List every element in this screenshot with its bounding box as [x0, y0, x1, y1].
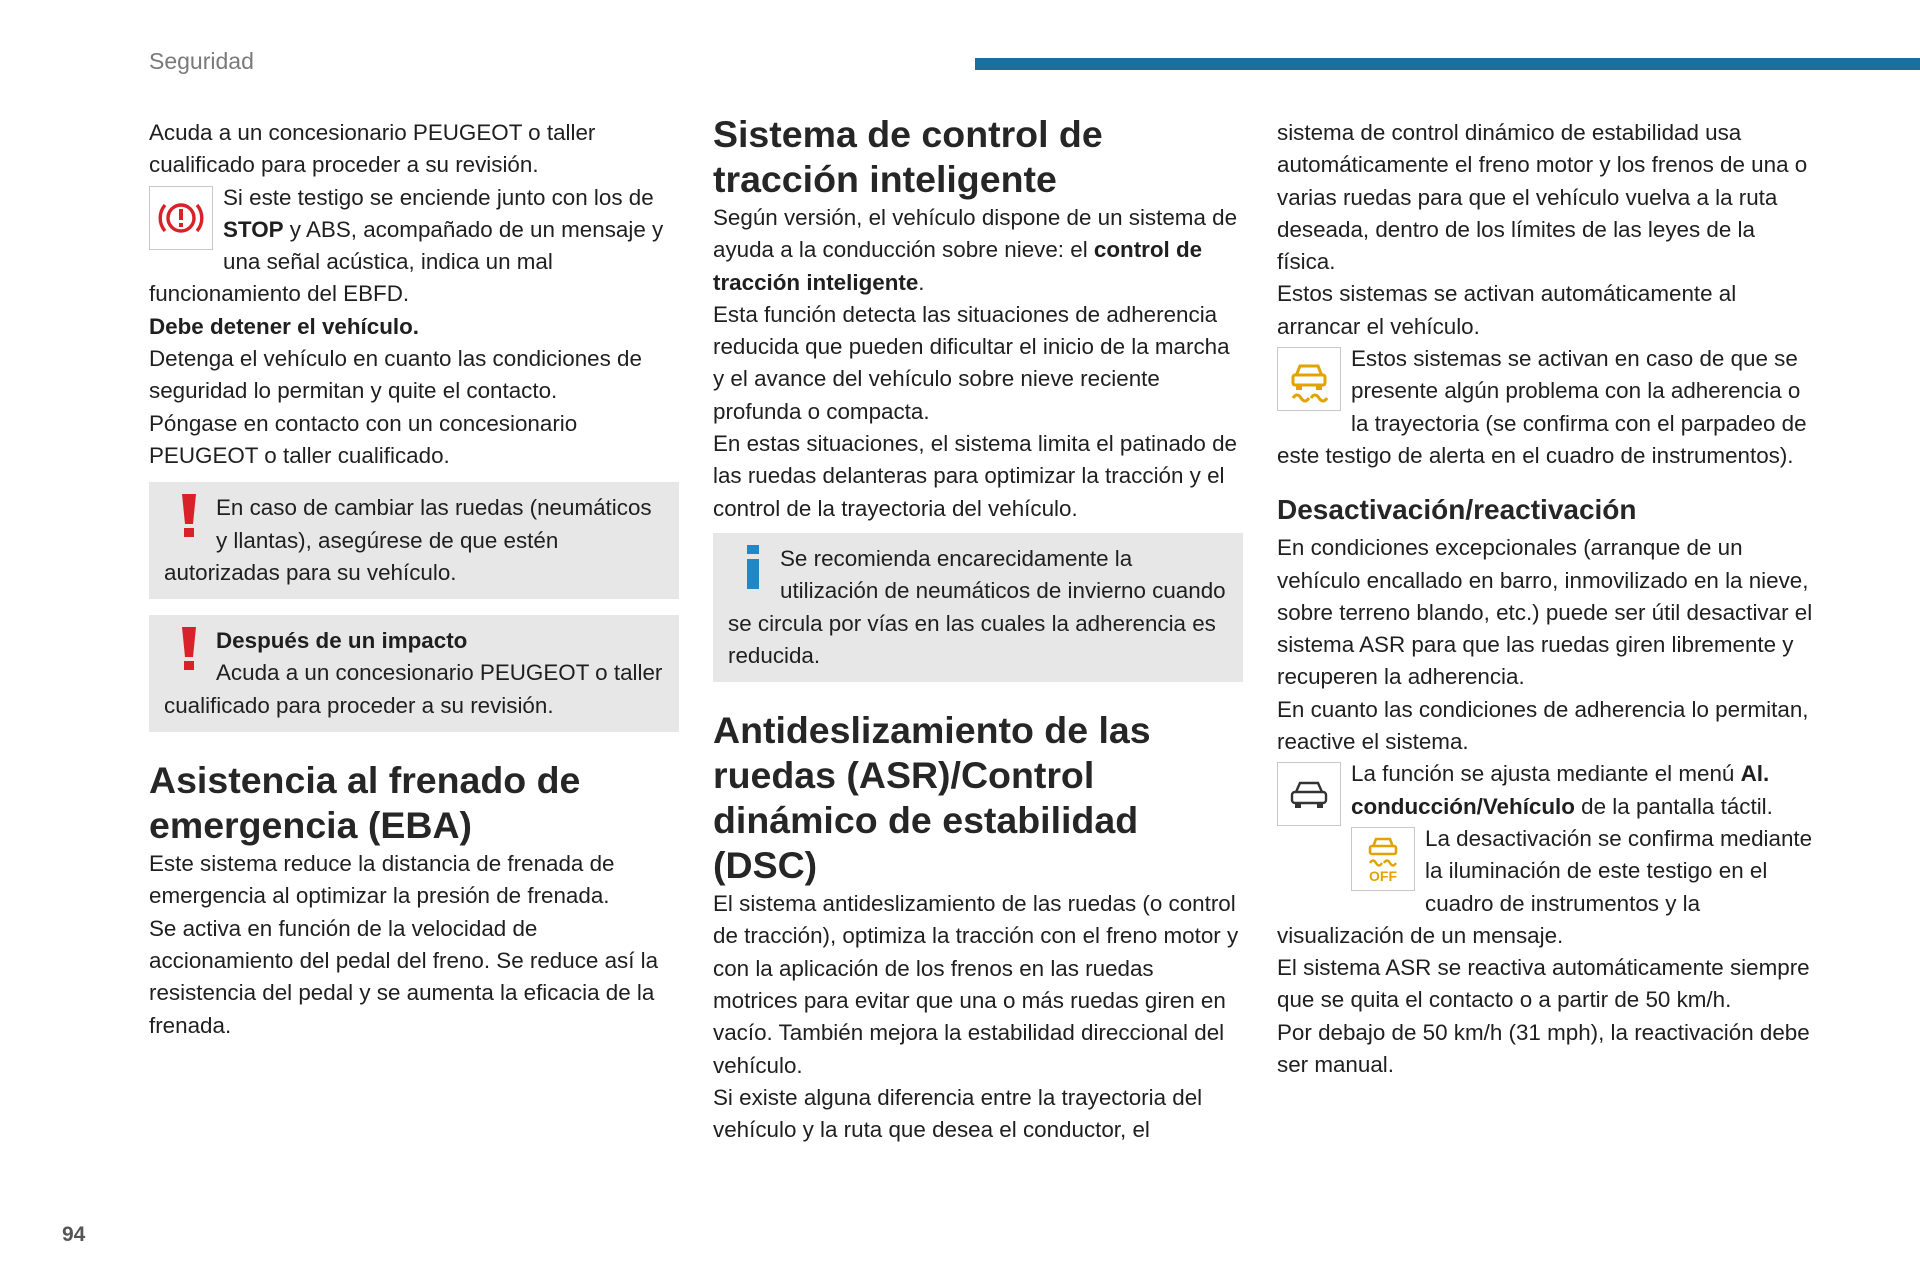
paragraph: Acuda a un concesionario PEUGEOT o taller cualificado para proceder a su revisión. — [149, 120, 596, 178]
paragraph: En condiciones excepcionales (arranque de un vehículo encallado en barro, inmovilizado en la nieve, sobre terreno blando, etc.) puede ser útil desactivar el sistema ASR para que las ruedas giren libremente y recuperen la adherencia. — [1277, 535, 1813, 690]
paragraph: Estos sistemas se activan automáticamente al arrancar el vehículo. — [1277, 281, 1737, 339]
exclamation-icon — [164, 625, 214, 689]
header-accent-bar — [975, 58, 1920, 70]
paragraph: Se activa en función de la velocidad de accionamiento del pedal del freno. Se reduce así la resistencia del pedal y se aumenta la eficacia de la frenada. — [149, 915, 659, 1038]
paragraph: Por debajo de 50 km/h (31 mph), la reactivación debe ser manual. — [1277, 1019, 1810, 1078]
paragraph: La desactivación se confirma mediante la iluminación de este testigo en el cuadro de instrumentos y la visualización de un mensaje. — [1277, 825, 1813, 948]
section-title-traction: Sistema de control de tracción inteligente — [713, 113, 1103, 200]
settings-menu-block — [1277, 758, 1817, 823]
paragraph: El sistema ASR se reactiva automáticamente siempre que se quita el contacto o a partir de 50 km/h. — [1277, 955, 1810, 1013]
paragraph: Póngase en contacto con un concesionario PEUGEOT o taller cualificado. — [149, 410, 578, 468]
paragraph-bold: Debe detener el vehículo. — [149, 313, 420, 339]
info-box — [713, 533, 1243, 682]
subsection-title: Desactivación/reactivación — [1277, 494, 1637, 526]
notice-text: Acuda a un concesionario PEUGEOT o taller cualificado para proceder a su revisión. — [164, 660, 663, 718]
notice-box — [149, 482, 679, 599]
traction-control-icon — [1277, 347, 1341, 411]
paragraph: Esta función detecta las situaciones de adherencia reducida que pueden dificultar el inicio de la marcha y el avance del vehículo sobre nieve reciente profunda o compacta. — [713, 301, 1230, 424]
paragraph: Este sistema reduce la distancia de frenada de emergencia al optimizar la presión de frenada. — [149, 851, 615, 909]
asr-warning-block — [1277, 343, 1817, 472]
vehicle-menu-icon — [1277, 762, 1341, 826]
brake-warning-icon — [149, 186, 213, 250]
ebfd-warning-block — [149, 182, 679, 311]
header-section-label: Seguridad — [149, 48, 254, 74]
paragraph: El sistema antideslizamiento de las ruedas (o control de tracción), optimiza la tracción con el freno motor y con la aplicación de los frenos en las ruedas motrices para evitar que una o más ruedas giren en vacío. También mejora la estabilidad direccional del vehículo. — [713, 891, 1239, 1078]
paragraph: En estas situaciones, el sistema limita el patinado de las ruedas delanteras para optimizar la tracción y el control de la trayectoria del vehículo. — [713, 431, 1237, 521]
section-title-asr: Antideslizamiento de las ruedas (ASR)/Control dinámico de estabilidad (DSC) — [713, 709, 1151, 887]
off-label: OFF — [1369, 867, 1397, 884]
info-text: Se recomienda encarecidamente la utilización de neumáticos de invierno cuando se circula por vías en las cuales la adherencia es reducida. — [728, 545, 1226, 668]
notice-text: En caso de cambiar las ruedas (neumáticos y llantas), asegúrese de que estén autorizadas para su vehículo. — [164, 495, 652, 585]
column-1 — [149, 117, 679, 1042]
notice-box — [149, 615, 679, 732]
column-2 — [713, 112, 1243, 1147]
paragraph: En cuanto las condiciones de adherencia lo permitan, reactive el sistema. — [1277, 696, 1809, 755]
section-title-eba: Asistencia al frenado de emergencia (EBA) — [149, 759, 581, 847]
paragraph: Detenga el vehículo en cuanto las condiciones de seguridad lo permitan y quite el contacto. — [149, 346, 642, 404]
info-icon — [728, 543, 778, 607]
page-number: 94 — [62, 1223, 86, 1246]
paragraph: Si existe alguna diferencia entre la trayectoria del vehículo y la ruta que desea el conductor, el — [713, 1084, 1203, 1143]
paragraph: Si este testigo se enciende junto con los de STOP y ABS, acompañado de un mensaje y una señal acústica, indica un mal funcionamiento del EBFD. — [149, 184, 664, 307]
paragraph: sistema de control dinámico de estabilidad usa automáticamente el freno motor y los frenos de una o varias ruedas para que el vehículo vuelva a la ruta deseada, dentro de los límites de las leyes de la física. — [1277, 120, 1808, 275]
exclamation-icon — [164, 492, 214, 556]
notice-title: Después de un impacto — [216, 628, 468, 654]
traction-control-off-icon — [1351, 827, 1415, 891]
paragraph: Estos sistemas se activan en caso de que se presente algún problema con la adherencia o la trayectoria (se confirma con el parpadeo de este testigo de alerta en el cuadro de instrumentos). — [1277, 346, 1807, 468]
column-3 — [1277, 117, 1817, 1081]
paragraph: Según versión, el vehículo dispone de un sistema de ayuda a la conducción sobre nieve: el control de tracción inteligente. — [713, 205, 1238, 295]
asr-off-block — [1277, 823, 1817, 952]
paragraph: La función se ajusta mediante el menú Al. conducción/Vehículo de la pantalla táctil. — [1351, 761, 1773, 819]
